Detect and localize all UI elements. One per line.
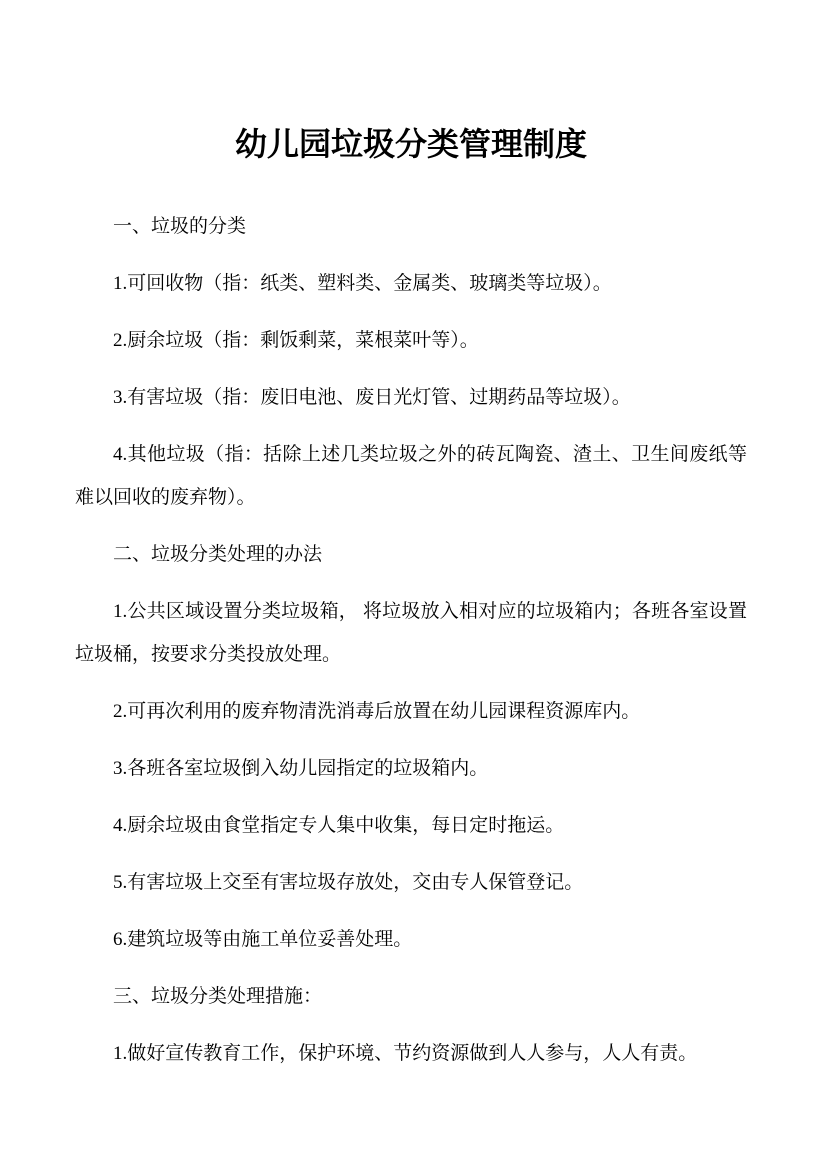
section-2-item-5: 5.有害垃圾上交至有害垃圾存放处，交由专人保管登记。 (113, 872, 584, 893)
document-title: 幼儿园垃圾分类管理制度 (234, 126, 587, 162)
section-1-item-3: 3.有害垃圾（指：废旧电池、废日光灯管、过期药品等垃圾）。 (113, 387, 631, 408)
section-2-item-2: 2.可再次利用的废弃物清洗消毒后放置在幼儿园课程资源库内。 (113, 701, 641, 722)
section-3-heading: 三、垃圾分类处理措施： (113, 986, 323, 1007)
section-2-item-1: 1.公共区域设置分类垃圾箱， 将垃圾放入相对应的垃圾箱内；各班各室设置垃圾桶，按要求分类投放处理。 (75, 601, 747, 665)
section-3-item-1: 1.做好宣传教育工作，保护环境、节约资源做到人人参与，人人有责。 (113, 1043, 698, 1064)
section-1-heading: 一、垃圾的分类 (113, 216, 247, 237)
section-2-heading: 二、垃圾分类处理的办法 (113, 544, 323, 565)
section-2-item-3: 3.各班各室垃圾倒入幼儿园指定的垃圾箱内。 (113, 758, 489, 779)
section-2-item-6: 6.建筑垃圾等由施工单位妥善处理。 (113, 929, 413, 950)
section-2-item-4: 4.厨余垃圾由食堂指定专人集中收集，每日定时拖运。 (113, 815, 565, 836)
section-1-item-4: 4.其他垃圾（指：括除上述几类垃圾之外的砖瓦陶瓷、渣土、卫生间废纸等难以回收的废弃物）。 (75, 444, 747, 508)
section-1-item-2: 2.厨余垃圾（指：剩饭剩菜，菜根菜叶等）。 (113, 330, 479, 351)
section-1-item-1: 1.可回收物（指：纸类、塑料类、金属类、玻璃类等垃圾）。 (113, 273, 612, 294)
